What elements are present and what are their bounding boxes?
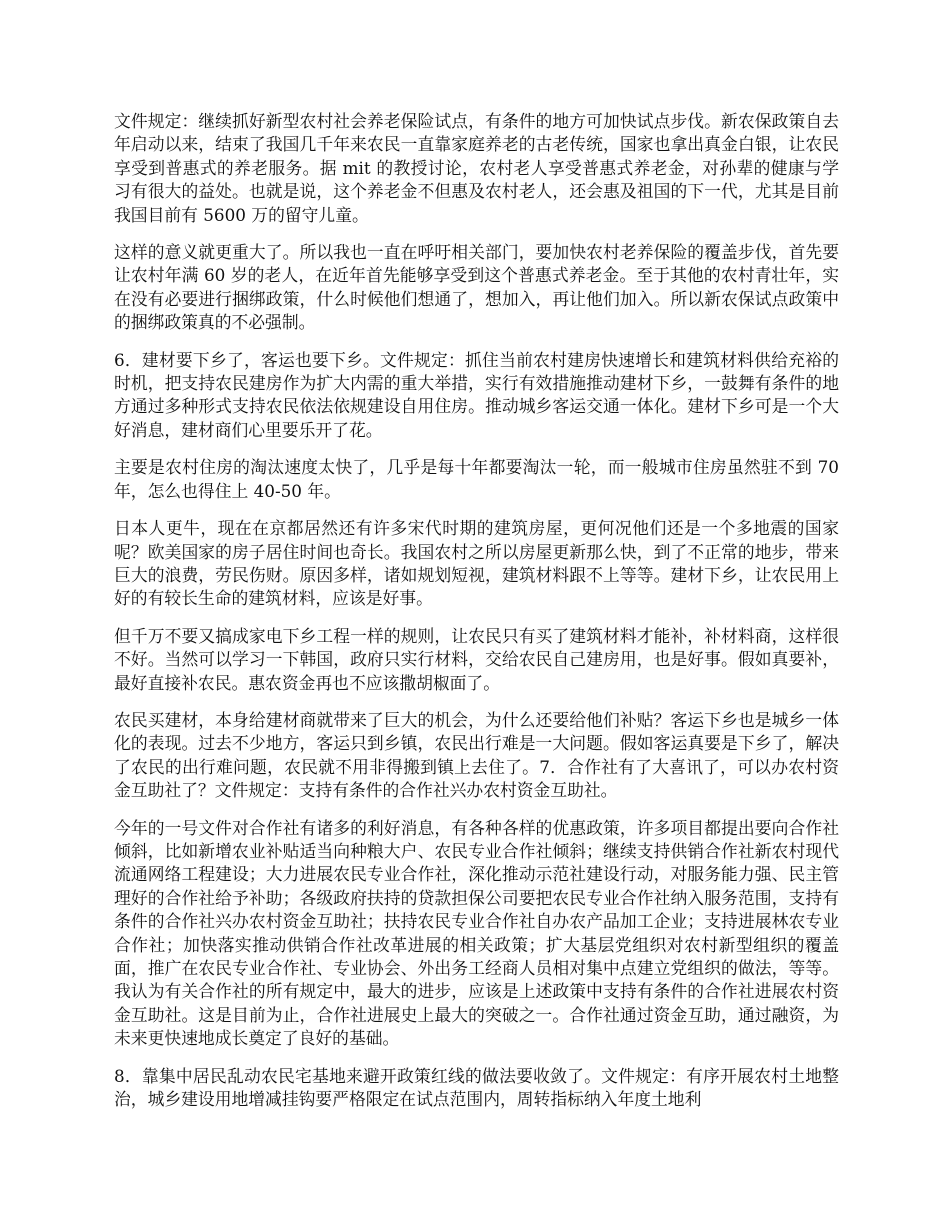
paragraph-japan-comparison: 日本人更牛，现在在京都居然还有许多宋代时期的建筑房屋，更何况他们还是一个多地震的国家呢？欧美国家的房子居住时间也奇长。我国农村之所以房屋更新那么快，到了不正常的地步，带来巨大的浪费，劳民伤财。原因多样，诸如规划短视，建筑材料跟不上等等。建材下乡，让农民用上好的有较长生命的建筑材料，应该是好事。	[114, 518, 839, 609]
paragraph-subsidy-approach: 但千万不要又搞成家电下乡工程一样的规则，让农民只有买了建筑材料才能补，补材料商，这样很不好。当然可以学习一下韩国，政府只实行材料，交给农民自己建房用，也是好事。假如真要补，最好直接补农民。惠农资金再也不应该撒胡椒面了。	[114, 625, 839, 693]
paragraph-homestead-land: 8．靠集中居民乱动农民宅基地来避开政策红线的做法要收敛了。文件规定：有序开展农村土地整治，城乡建设用地增减挂钩要严格限定在试点范围内，周转指标纳入年度土地利	[114, 1065, 839, 1110]
paragraph-pension-coverage: 这样的意义就更重大了。所以我也一直在呼吁相关部门，要加快农村老养保险的覆盖步伐，首先要让农村年满 60 岁的老人，在近年首先能够享受到这个普惠式养老金。至于其他的农村青壮年，实在没有必要进行捆绑政策，什么时候他们想通了，想加入，再让他们加入。所以新农保试点政策中的捆绑政策真的不必强制。	[114, 242, 839, 333]
paragraph-building-materials: 6．建材要下乡了，客运也要下乡。文件规定：抓住当前农村建房快速增长和建筑材料供给充裕的时机，把支持农民建房作为扩大内需的重大举措，实行有效措施推动建材下乡，一鼓舞有条件的地方通过多种形式支持农民依法依规建设自用住房。推动城乡客运交通一体化。建材下乡可是一个大好消息，建材商们心里要乐开了花。	[114, 349, 839, 440]
document-page	[114, 110, 839, 1125]
paragraph-pension-pilot: 文件规定：继续抓好新型农村社会养老保险试点，有条件的地方可加快试点步伐。新农保政策自去年启动以来，结束了我国几千年来农民一直靠家庭养老的古老传统，国家也拿出真金白银，让农民享受到普惠式的养老服务。据 mit 的教授讨论，农村老人享受普惠式养老金，对孙辈的健康与学习有很大的益处。也就是说，这个养老金不但惠及农村老人，还会惠及祖国的下一代，尤其是目前我国目前有 5600 万的留守儿童。	[114, 111, 839, 225]
paragraph-housing-lifespan: 主要是农村住房的淘汰速度太快了，几乎是每十年都要淘汰一轮，而一般城市住房虽然驻不到 70 年，怎么也得住上 40-50 年。	[114, 457, 839, 501]
paragraph-cooperative-policies: 今年的一号文件对合作社有诸多的利好消息，有各种各样的优惠政策，许多项目都提出要向合作社倾斜，比如新增农业补贴适当向种粮大户、农民专业合作社倾斜；继续支持供销合作社新农村现代流通网络工程建设；大力进展农民专业合作社，深化推动示范社建设行动，对服务能力强、民主管理好的合作社给予补助；各级政府扶持的贷款担保公司要把农民专业合作社纳入服务范围，支持有条件的合作社兴办农村资金互助社；扶持农民专业合作社自办农产品加工企业；支持进展林农专业合作社；加快落实推动供销合作社改革进展的相关政策；扩大基层党组织对农村新型组织的覆盖面，推广在农民专业合作社、专业协会、外出务工经商人员相对集中点建立党组织的做法，等等。我认为有关合作社的所有规定中，最大的进步，应该是上述政策中支持有条件的合作社进展农村资金互助社。这是目前为止，合作社进展史上最大的突破之一。合作社通过资金互助，通过融资，为未来更快速地成长奠定了良好的基础。	[114, 817, 839, 1049]
paragraph-transport-cooperatives: 农民买建材，本身给建材商就带来了巨大的机会，为什么还要给他们补贴？客运下乡也是城乡一体化的表现。过去不少地方，客运只到乡镇，农民出行难是一大问题。假如客运真要是下乡了，解决了农民的出行难问题，农民就不用非得搬到镇上去住了。7．合作社有了大喜讯了，可以办农村资金互助社了？文件规定：支持有条件的合作社兴办农村资金互助社。	[114, 709, 839, 801]
